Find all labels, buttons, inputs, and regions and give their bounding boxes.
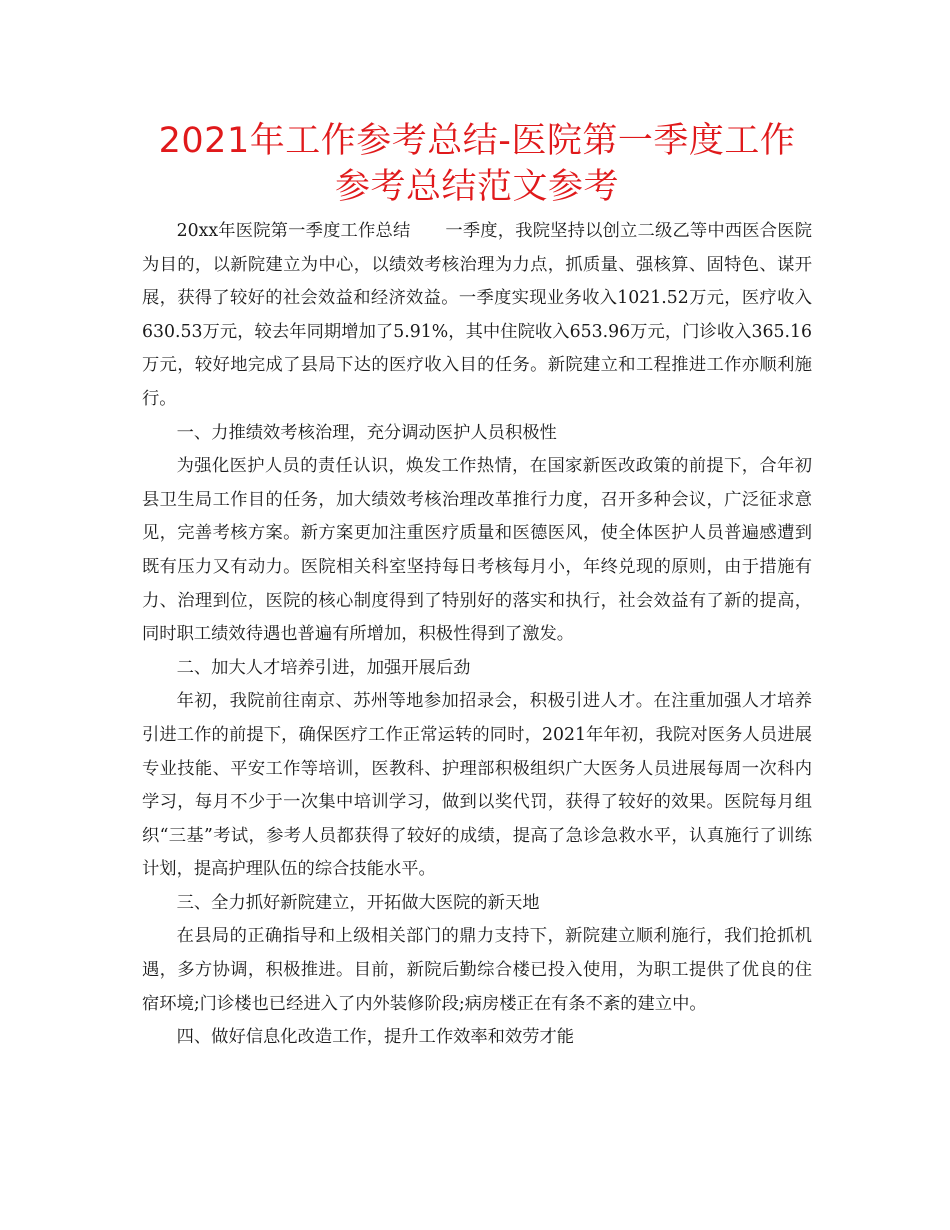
section-heading-1: 一、力推绩效考核治理，充分调动医护人员积极性 [176,422,557,443]
document-page [142,118,812,1055]
section-heading-2: 二、加大人才培养引进，加强开展后劲 [176,657,471,678]
section-body-1: 为强化医护人员的责任认识，焕发工作热情，在国家新医改政策的前提下，合年初县卫生局工作目的任务，加大绩效考核治理改革推行力度，召开多种会议，广泛征求意见，完善考核方案。新方案更加注重医疗质量和医德医风，使全体医护人员普遍感遭到既有压力又有动力。医院相关科室坚持每日考核每月小，年终兑现的原则，由于措施有力、治理到位，医院的核心制度得到了特别好的落实和执行，社会效益有了新的提高，同时职工绩效待遇也普遍有所增加，积极性得到了激发。 [142,456,812,645]
document-title: 2021年工作参考总结-医院第一季度工作参考总结范文参考 [158,121,796,207]
intro-paragraph: 20xx年医院第一季度工作总结 一季度，我院坚持以创立二级乙等中西医合医院为目的，以新院建立为中心，以绩效考核治理为力点，抓质量、强核算、固特色、谋开展，获得了较好的社会效益和经济效益。一季度实现业务收入1021.52万元，医疗收入630.53万元，较去年同期增加了5.91%，其中住院收入653.96万元，门诊收入365.16万元，较好地完成了县局下达的医疗收入目的任务。新院建立和工程推进工作亦顺利施行。 [142,221,812,409]
section-body-2: 年初，我院前往南京、苏州等地参加招录会，积极引进人才。在注重加强人才培养引进工作的前提下，确保医疗工作正常运转的同时，2021年年初，我院对医务人员进展专业技能、平安工作等培训，医教科、护理部积极组织广大医务人员进展每周一次科内学习，每月不少于一次集中培训学习，做到以奖代罚，获得了较好的效果。医院每月组织“三基”考试，参考人员都获得了较好的成绩，提高了急诊急救水平，认真施行了训练计划，提高护理队伍的综合技能水平。 [142,691,812,880]
section-body-3: 在县局的正确指导和上级相关部门的鼎力支持下，新院建立顺利施行，我们抢抓机遇，多方协调，积极推进。目前，新院后勤综合楼已投入使用，为职工提供了优良的住宿环境;门诊楼也已经进入了内外装修阶段;病房楼正在有条不紊的建立中。 [142,926,812,1014]
document-body [142,215,812,1055]
section-heading-3: 三、全力抓好新院建立，开拓做大医院的新天地 [176,892,540,913]
section-heading-4: 四、做好信息化改造工作，提升工作效率和效劳才能 [176,1027,575,1048]
